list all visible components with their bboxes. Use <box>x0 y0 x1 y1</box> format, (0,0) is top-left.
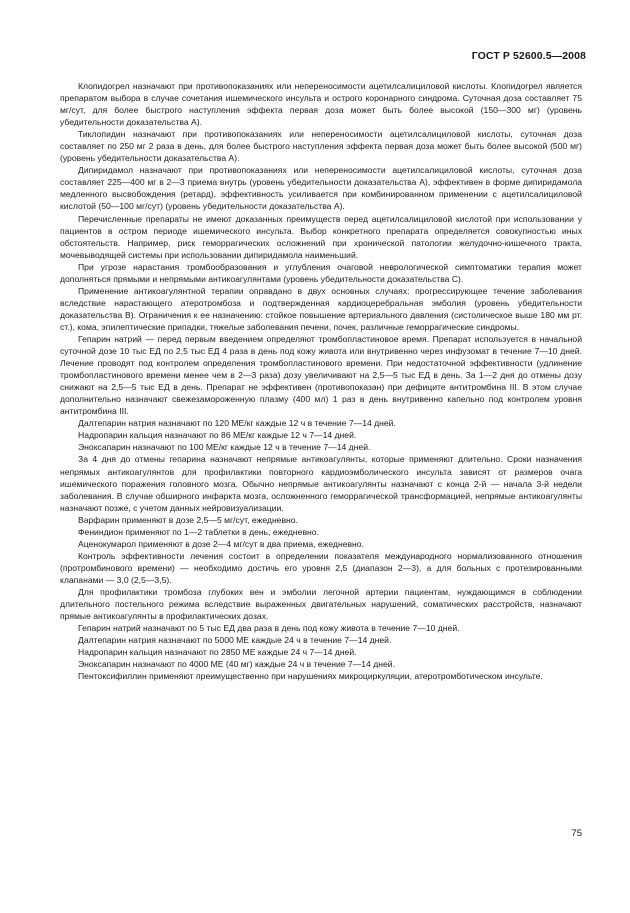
paragraph: Эноксапарин назначают по 100 МЕ/кг каждые 12 ч в течение 7—14 дней. <box>78 442 371 453</box>
paragraph: Клопидогрел назначают при противопоказаниях или непереносимости ацетилсалициловой кислоты. Клопидогрел является препаратом выбора в случае сочетания ишемического инсульта и острого коронарного синдрома. Суточная доза составляет 75 мг/сут, для более быстрого наступления эффекта первая доза может быть более высокой (150—300 мг) (уровень убедительности доказательства А). <box>60 81 582 128</box>
standard-header: ГОСТ Р 52600.5—2008 <box>471 50 586 62</box>
paragraph: Фениндион применяют по 1—2 таблетки в день, ежедневно. <box>78 526 319 537</box>
paragraph: Гепарин натрий назначают по 5 тыс ЕД два раза в день под кожу живота в течение 7—10 дней. <box>78 623 460 634</box>
paragraph: Эноксапарин назначают по 4000 МЕ (40 мг) каждые 24 ч в течение 7—14 дней. <box>78 659 395 670</box>
page-number: 75 <box>571 828 582 839</box>
paragraph: При угрозе нарастания тромбообразования и углубления очаговой неврологической симптоматики терапия может дополняться прямыми и непрямыми антикоагулянтами (уровень убедительности доказательства С). <box>60 261 582 284</box>
paragraph: За 4 дня до отмены гепарина назначают непрямые антикоагулянты, которые применяют длительно. Сроки назначения непрямых антикоагулянтов для профилактики повторного кардиоэмболического инсульта зависят от размеров очага ишемического поражения головного мозга. Обычно непрямые антикоагулянты назначают с конца 2-й — начала 3-й недели заболевания. В случае обширного инфаркта мозга, осложненного геморрагической трансформацией, непрямые антикоагулянты назначают позже, с учетом данных нейровизуализации. <box>60 454 582 513</box>
paragraph: Тиклопидин назначают при противопоказаниях или непереносимости ацетилсалициловой кислоты, суточная доза составляет по 250 мг 2 раза в день, для более быстрого наступления эффекта первая доза может быть более высокой (500 мг) (уровень убедительности доказательства А). <box>60 129 582 164</box>
paragraph: Варфарин применяют в дозе 2,5—5 мг/сут, ежедневно. <box>78 514 298 525</box>
paragraph: Далтепарин натрия назначают по 5000 МЕ каждые 24 ч в течение 7—14 дней. <box>78 635 392 646</box>
paragraph: Аценокумарол применяют в дозе 2—4 мг/сут в два приема, ежедневно. <box>78 538 364 549</box>
paragraph: Гепарин натрий — перед первым введением определяют тромбопластиновое время. Препарат используется в начальной суточной дозе 10 тыс ЕД по 2,5 тыс ЕД 4 раза в день под кожу живота или внутривенно через инфузомат в течение 7—10 дней. Лечение проводят под контролем определения тромбопластинового времени. При недостаточной эффективности (удлинение тромбопластинового времени менее чем в 2—3 раза) дозу увеличивают на 2,5—5 тыс ЕД в день. За 1—2 дня до отмены дозу снижают на 2,5—5 тыс ЕД в день. Препарат не эффективен (противопоказан) при дефиците антитромбина III. В этом случае дополнительно назначают свежезамороженную плазму (400 мл) 1 раз в день внутривенно капельно под контролем уровня антитромбина III. <box>60 333 582 417</box>
paragraph: Контроль эффективности лечения состоит в определении показателя международного нормализованного отношения (протромбинового времени) — необходимо достичь его уровня 2,5 (диапазон 2—3), а для больных с протезированными клапанами — 3,0 (2,5—3,5). <box>60 550 582 585</box>
paragraph: Пентоксифиллин применяют преимущественно при нарушениях микроциркуляции, атеротромботическом инсульте. <box>78 671 543 682</box>
paragraph: Далтепарин натрия назначают по 120 МЕ/кг каждые 12 ч в течение 7—14 дней. <box>78 418 396 429</box>
paragraph: Дипиридамол назначают при противопоказаниях или непереносимости ацетилсалициловой кислоты, суточная доза составляет 225—400 мг в 2—3 приема внутрь (уровень убедительности доказательства А), эффективен в форме дипиридамола медленного высвобождения (ретард), эффективность усиливается при комбинированном применении с ацетилсалициловой кислотой (50—100 мг/сут) (уровень убедительности доказательства А). <box>60 165 582 212</box>
paragraph: Надропарин кальция назначают по 2850 МЕ каждые 24 ч 7—14 дней. <box>78 647 357 658</box>
paragraph: Перечисленные препараты не имеют доказанных преимуществ перед ацетилсалициловой кислотой при использовании у пациентов в остром периоде ишемического инсульта. Выбор конкретного препарата определяется совокупностью иных обстоятельств. Например, риск геморрагических осложнений при хронической патологии желудочно-кишечного тракта, мочевыводящей системы при использовании дипиридамола наименьший. <box>60 213 582 260</box>
paragraph: Надропарин кальция назначают по 86 МЕ/кг каждые 12 ч 7—14 дней. <box>78 430 357 441</box>
paragraph: Применение антикоагулянтной терапии оправдано в двух основных случаях: прогрессирующее течение заболевания вследствие нарастающего атеротромбоза и подтвержденная кардиоцеребральная эмболия (уровень убедительности доказательства В). Ограничения к ее назначению: стойкое повышение артериального давления (систолическое выше 180 мм рт. ст.), кома, эпилептические припадки, тяжелые заболевания печени, почек, различные геморрагические синдромы. <box>60 285 582 332</box>
paragraph: Для профилактики тромбоза глубоких вен и эмболии легочной артерии пациентам, нуждающимся в соблюдении длительного постельного режима вследствие выраженных двигательных нарушений, соматических расстройств, назначают прямые антикоагулянты в профилактических дозах. <box>60 586 582 622</box>
document-body <box>60 80 582 682</box>
